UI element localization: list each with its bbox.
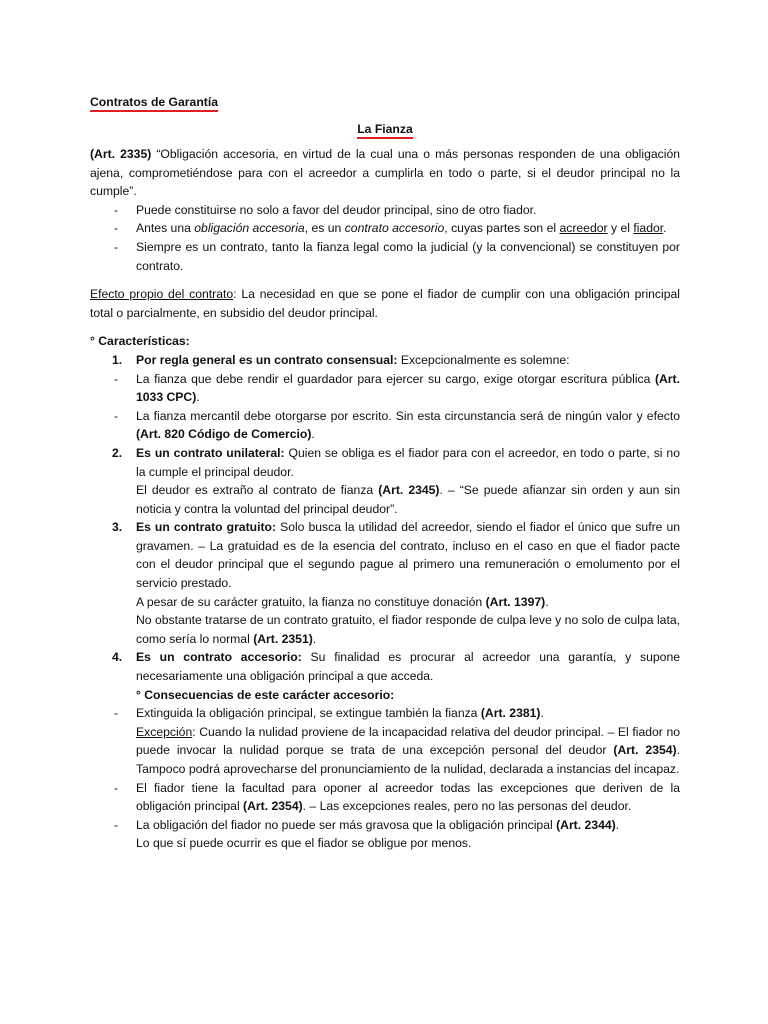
item-number: 1. [112, 352, 123, 367]
item-heading: Por regla general es un contrato consensual: [136, 352, 398, 367]
dash-marker: - [114, 221, 119, 236]
item-heading: Es un contrato unilateral: [136, 445, 285, 460]
bullet-text: , cuyas partes son el [444, 221, 560, 236]
item-3-paragraph [90, 611, 680, 648]
document-page [90, 93, 680, 853]
numbered-list [90, 351, 680, 370]
numbered-list [90, 518, 680, 592]
underlined-term: fiador [633, 221, 664, 236]
bullet-text: El fiador tiene la facultad para oponer al acreedor todas las excepciones que deriven de la obligación principal [136, 780, 680, 814]
consecuencias-heading [90, 686, 680, 705]
item-text: Solo busca la utilidad del acreedor, siendo el fiador el único que sufre un gravamen. – La gratuidad es de la esencia del contrato, incluso en el caso en que el fiador pacte con el deudor principal que el segundo pague al primero una remuneración o emolumento por el servicio prestado. [136, 520, 681, 591]
list-item [90, 219, 680, 238]
bullet-text: Lo que sí puede ocurrir es que el fiador se obligue por menos. [136, 836, 472, 851]
article-ref: (Art. 820 Código de Comercio) [136, 427, 312, 442]
item-text: No obstante tratarse de un contrato gratuito, el fiador responde de culpa leve y no solo de culpa lata, como sería lo normal [136, 613, 680, 646]
caracteristicas-heading [90, 332, 680, 351]
bullet-text: : Cuando la nulidad proviene de la incapacidad relativa del deudor principal. – El fiador no puede invocar la nulidad porque se trata de una excepción personal del deudor [136, 724, 680, 758]
intro-art-ref: (Art. 2335) [90, 147, 152, 161]
caracteristicas-text: ° Características: [90, 334, 190, 349]
bullet-text: . Tampoco podrá aprovecharse del pronunciamiento de la nulidad, declarada a instancias del incapaz. [136, 743, 680, 776]
bullet-text: , es un [304, 221, 345, 236]
bullet-text: La fianza mercantil debe otorgarse por escrito. Sin esta circunstancia será de ningún valor y efecto [136, 408, 680, 423]
numbered-list [90, 648, 680, 685]
numbered-item-4 [90, 648, 680, 685]
intro-text: “Obligación accesoria, en virtud de la cual una o más personas responden de una obligación ajena, comprometiéndose para con el acreedor a cumplirla en todo o parte, si el deudor principal no la cumple”. [90, 147, 680, 199]
item-text: El deudor es extraño al contrato de fianza [136, 483, 379, 498]
item-text: Excepcionalmente es solemne: [397, 352, 570, 367]
article-ref: (Art. 1397) [485, 594, 546, 609]
list-item [90, 816, 680, 853]
bullet-text: . [311, 427, 315, 442]
numbered-item-2 [90, 444, 680, 481]
bullet-text: Puede constituirse no solo a favor del deudor principal, sino de otro fiador. [136, 202, 537, 217]
excepcion-label: Excepción [136, 724, 193, 739]
item-2-paragraph [90, 481, 680, 518]
item-number: 2. [112, 445, 123, 460]
dash-marker: - [114, 408, 119, 423]
consecuencias-text: ° Consecuencias de este carácter accesorio: [136, 687, 395, 702]
italic-term: contrato accesorio [344, 221, 445, 236]
bullet-text: . [663, 221, 667, 236]
list-item [90, 201, 680, 220]
bullet-text: . [196, 390, 200, 405]
bullet-text: . [540, 706, 544, 721]
italic-term: obligación accesoria [194, 221, 305, 236]
list-item [90, 704, 680, 778]
sub-list-1 [90, 370, 680, 444]
underlined-term: acreedor [559, 221, 608, 236]
efecto-text: : La necesidad en que se pone el fiador de cumplir con una obligación principal total o parcialmente, en subsidio del deudor principal. [90, 287, 680, 320]
item-heading: Es un contrato accesorio: [136, 650, 302, 665]
article-ref: (Art. 2344) [556, 817, 616, 832]
doc-title [90, 93, 680, 112]
numbered-item-3 [90, 518, 680, 592]
item-3-paragraph [90, 593, 680, 612]
bullet-text: . [615, 817, 620, 832]
bullet-text: . – Las excepciones reales, pero no las personas del deudor. [302, 799, 632, 814]
article-ref: (Art. 1033 CPC) [136, 371, 680, 405]
bullet-text: Siempre es un contrato, tanto la fianza legal como la judicial (y la convencional) se constituyen por contrato. [136, 239, 680, 273]
article-ref: (Art. 2354) [243, 799, 303, 814]
dash-marker: - [114, 780, 119, 795]
article-ref: (Art. 2351) [253, 631, 313, 646]
efecto-paragraph [90, 285, 680, 322]
doc-subtitle [90, 120, 680, 139]
bullet-text: Extinguida la obligación principal, se extingue también la fianza [136, 706, 481, 721]
doc-title-text: Contratos de Garantía [90, 94, 218, 112]
bullet-text: y el [607, 221, 634, 236]
item-heading: Es un contrato gratuito: [136, 520, 277, 535]
dash-marker: - [114, 706, 119, 721]
dash-marker: - [114, 239, 119, 254]
dash-marker: - [114, 817, 119, 832]
list-item [90, 370, 680, 407]
item-text: A pesar de su carácter gratuito, la fianza no constituye donación [136, 594, 486, 609]
item-text: Su finalidad es procurar al acreedor una garantía, y supone necesariamente una obligación principal a que acceda. [136, 650, 680, 684]
item-number: 3. [112, 520, 123, 535]
item-text: . [545, 594, 549, 609]
numbered-item-1 [90, 351, 680, 370]
bullet-text: La obligación del fiador no puede ser más gravosa que la obligación principal [136, 817, 557, 832]
list-item [90, 779, 680, 816]
bullet-text: Antes una [136, 221, 195, 236]
item-text: . – “Se puede afianzar sin orden y aun sin noticia y contra la voluntad del principal deudor”. [136, 483, 680, 516]
dash-marker: - [114, 371, 119, 386]
article-ref: (Art. 2354) [613, 743, 677, 758]
list-item [90, 238, 680, 275]
doc-subtitle-text: La Fianza [357, 121, 413, 139]
dash-marker: - [114, 202, 119, 217]
efecto-label: Efecto propio del contrato [90, 287, 234, 302]
bullet-list-1 [90, 201, 680, 275]
numbered-list [90, 444, 680, 481]
list-item [90, 407, 680, 444]
intro-paragraph [90, 145, 680, 201]
article-ref: (Art. 2381) [480, 706, 541, 721]
item-number: 4. [112, 650, 123, 665]
article-ref: (Art. 2345) [378, 483, 440, 498]
consecuencias-list [90, 704, 680, 853]
item-text: . [312, 631, 317, 646]
item-text: Quien se obliga es el fiador para con el acreedor, en todo o parte, si no la cumple el principal deudor. [136, 445, 680, 479]
bullet-text: La fianza que debe rendir el guardador para ejercer su cargo, exige otorgar escritura pública [136, 371, 655, 386]
